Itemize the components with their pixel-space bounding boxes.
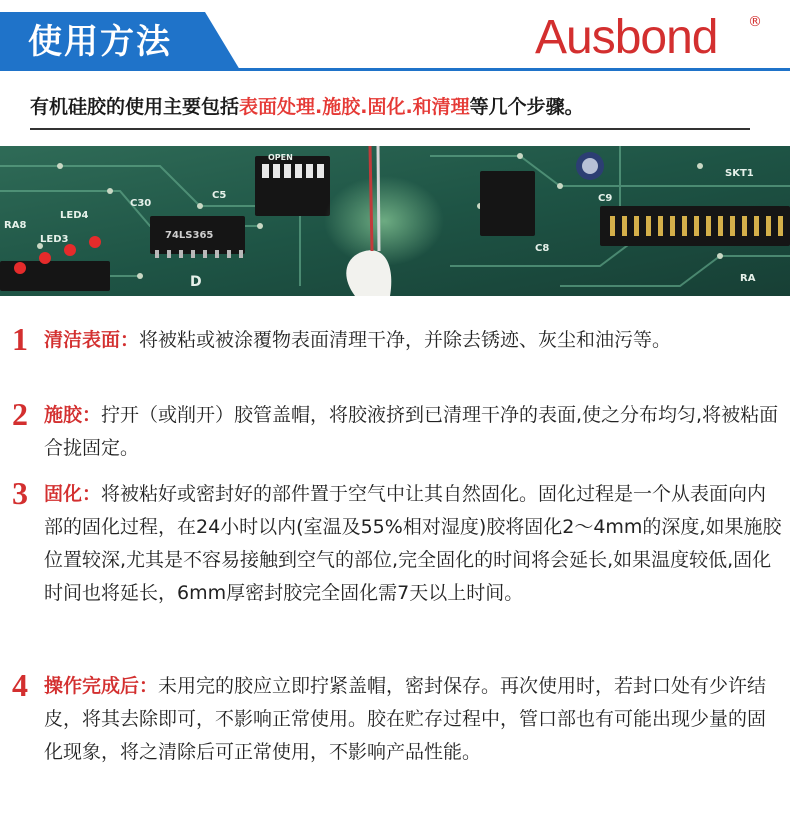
step-number: 1 [12, 321, 28, 357]
step-description: 拧开（或削开）胶管盖帽，将胶液挤到已清理干净的表面,使之分布均匀,将被粘面合拢固定。 [44, 404, 779, 459]
pcb-label: OPEN [268, 153, 293, 162]
step-body [44, 478, 784, 610]
pcb-label: C5 [212, 190, 227, 201]
intro-sentence [30, 92, 750, 130]
pcb-label: RA8 [4, 220, 27, 231]
step-number: 2 [12, 396, 28, 432]
pcb-label: C8 [535, 243, 550, 254]
registered-mark: ® [748, 14, 762, 30]
pcb-label: SKT1 [725, 168, 754, 179]
pcb-label: LED4 [60, 210, 89, 221]
intro-suffix: 等几个步骤。 [469, 96, 584, 118]
intro-prefix: 有机硅胶的使用主要包括 [30, 96, 240, 118]
page-title: 使用方法 [28, 22, 172, 62]
step-description: 将被粘或被涂覆物表面清理干净，并除去锈迹、灰尘和油污等。 [139, 329, 672, 351]
pcb-label: LED3 [40, 234, 69, 245]
brand-logo: Ausbond [535, 11, 718, 64]
circuit-board-photo [0, 146, 790, 296]
header-divider [0, 68, 790, 71]
step-title: 操作完成后： [44, 675, 159, 697]
pcb-label: RA [740, 273, 756, 284]
pcb-label: C9 [598, 193, 613, 204]
step-body [44, 324, 784, 357]
step-number: 4 [12, 667, 28, 703]
step-title: 固化： [44, 483, 102, 505]
intro-highlight: 表面处理.施胶.固化.和清理 [239, 96, 470, 118]
step-body [44, 399, 784, 465]
step-body [44, 670, 784, 769]
step-description: 将被粘好或密封好的部件置于空气中让其自然固化。固化过程是一个从表面向内部的固化过程，在24小时以内(室温及55%相对湿度)胶将固化2～4mm的深度,如果施胶位置较深,尤其是不容易接触到空气的部位,完全固化的时间将会延长,如果温度较低,固化时间也将延长，6mm厚密封胶完全固化需7天以上时间。 [44, 483, 782, 604]
step-number: 3 [12, 475, 28, 511]
step-description: 未用完的胶应立即拧紧盖帽，密封保存。再次使用时，若封口处有少许结皮，将其去除即可，不影响正常使用。胶在贮存过程中，管口部也有可能出现少量的固化现象，将之清除后可正常使用，不影响产品性能。 [44, 675, 767, 763]
pcb-label: D [190, 274, 202, 290]
pcb-label: 74LS365 [165, 230, 214, 241]
header [0, 0, 790, 78]
step-title: 施胶： [44, 404, 102, 426]
pcb-label: C30 [130, 198, 152, 209]
step-title: 清洁表面： [44, 329, 140, 351]
circuit-board-illustration [0, 146, 790, 296]
